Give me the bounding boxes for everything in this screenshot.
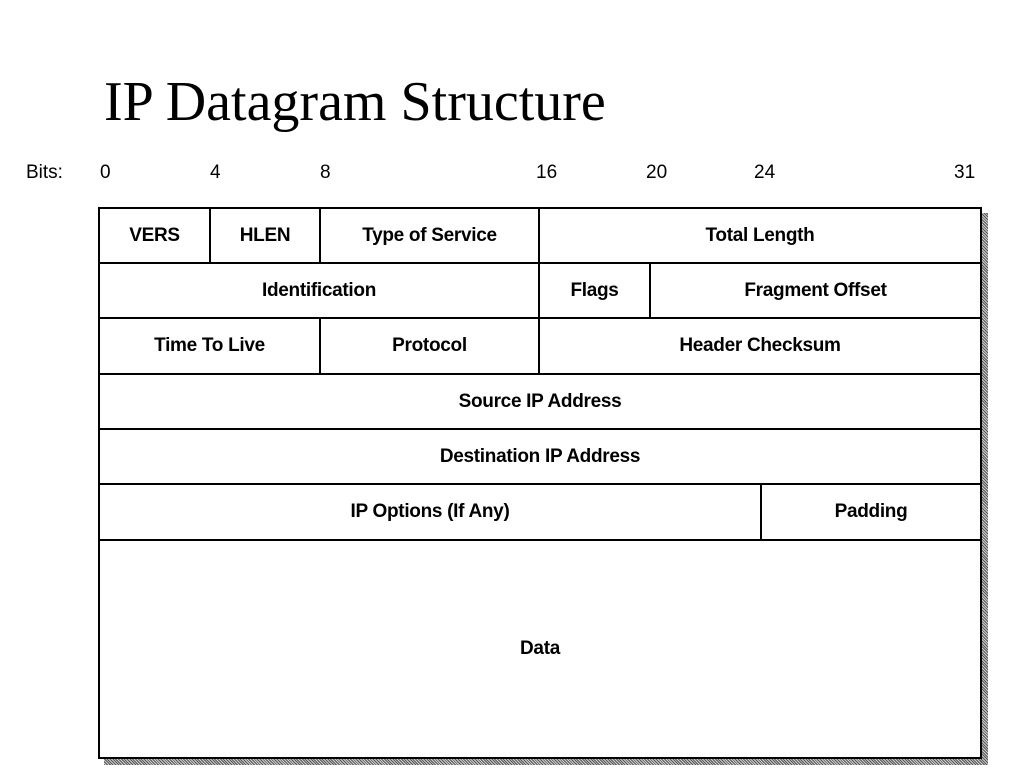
field-total-length: Total Length xyxy=(705,224,815,246)
field-source-ip-address: Source IP Address xyxy=(458,390,622,412)
header-row-1 xyxy=(100,209,980,264)
field-header-checksum: Header Checksum xyxy=(679,335,841,356)
field-padding: Padding xyxy=(834,501,908,522)
field-ip-options: IP Options (If Any) xyxy=(100,485,762,539)
field-protocol: Protocol xyxy=(321,319,540,373)
field-vers: VERS xyxy=(100,209,211,262)
bits-caption: Bits: xyxy=(26,162,63,183)
field-destination-ip-address: Destination IP Address xyxy=(439,445,641,467)
bit-mark-0: 0 xyxy=(100,162,111,183)
slide-title: IP Datagram Structure xyxy=(104,71,606,133)
bit-mark-24: 24 xyxy=(754,162,776,183)
field-hlen: HLEN xyxy=(211,209,321,262)
header-row-6 xyxy=(100,485,980,541)
field-identification: Identification xyxy=(100,264,540,317)
header-row-3 xyxy=(100,319,980,375)
field-type-of-service: Type of Service xyxy=(321,209,540,262)
field-time-to-live: Time To Live xyxy=(100,319,321,373)
bit-mark-31: 31 xyxy=(954,162,976,183)
ip-header-table xyxy=(98,207,982,759)
bit-mark-8: 8 xyxy=(320,162,331,183)
header-row-2 xyxy=(100,264,980,319)
header-row-5 xyxy=(100,430,980,485)
field-flags: Flags xyxy=(540,264,651,317)
bit-mark-16: 16 xyxy=(536,162,558,183)
field-data: Data xyxy=(520,638,560,659)
data-row xyxy=(100,541,980,757)
bit-mark-20: 20 xyxy=(646,162,668,183)
bit-mark-4: 4 xyxy=(210,162,221,183)
header-row-4 xyxy=(100,375,980,430)
field-fragment-offset: Fragment Offset xyxy=(744,279,887,301)
